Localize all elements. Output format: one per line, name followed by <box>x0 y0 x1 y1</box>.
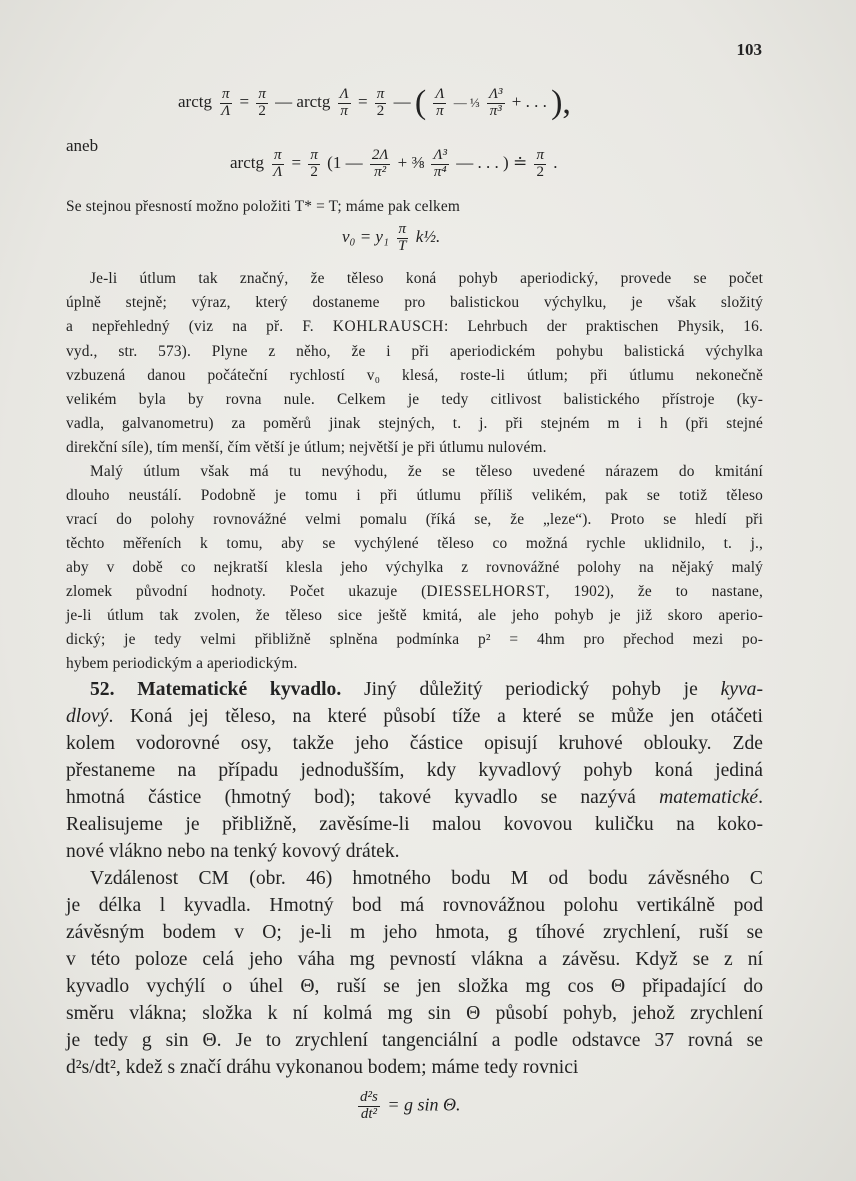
text-line: kyvadlo vychýlí o úhel Θ, ruší se jen složka mg cos Θ připadající do <box>66 976 763 997</box>
eq1-arctg: arctg <box>178 91 212 111</box>
text-line: velikém byla by rovna nule. Celkem je tedy citlivost balistického přístroje (ky- <box>66 391 763 408</box>
text-line: dlouho neustálí. Podobně je tomu i při útlumu příliš velikém, pak se totiž těleso <box>66 487 763 504</box>
equation-4: $\frac{\text{d²s}}{\text{dt²}}$ = g sin Θ. <box>360 1089 461 1122</box>
eq1-frac-2: $\frac{\pi}{2}$ <box>258 85 266 119</box>
text-line: směru vlákna; složka k ní kolmá mg sin Θ působí pohyb, jehož zrychlení <box>66 1003 763 1024</box>
page-number: 103 <box>736 40 762 59</box>
text-line: v této poloze celá jeho váha mg pevností vlákna a závěsu. Když se z ní <box>66 949 763 970</box>
text-line: vadla, galvanometru) za poměrů jinak stejných, t. j. při stejném m i h (při stejné <box>66 415 763 432</box>
section-heading-line: 52. Matematické kyvadlo. Jiný důležitý periodický pohyb je kyva- <box>90 679 763 700</box>
text-line: vzbuzená danou počáteční rychlostí v₀ klesá, roste-li útlum; při útlumu nekonečně <box>66 367 763 384</box>
text-line: dický; je tedy velmi přibližně splněna podmínka p² = 4hm pro přechod mezi po- <box>66 631 763 648</box>
text-line: aby v době co nejkratší klesla jeho výchylka z rovnovážné polohy na nějaký malý <box>66 559 763 576</box>
aneb-label: aneb <box>66 136 99 155</box>
text-line: je tedy g sin Θ. Je to zrychlení tangenciální a podle odstavce 37 rovná se <box>66 1030 763 1051</box>
equation-2: arctg $\frac{\pi}{\Lambda}$ = $\frac{\pi}{2}$ (1 — $\frac{2\Lambda}{\text{π²}}$ + ⅜ $\frac{\text{Λ³}}{\text{π⁴}}$ — . . . ) ≐ $\frac{\pi}{2}$ . <box>230 147 558 180</box>
text-line: hmotná částice (hmotný bod); takové kyvadlo se nazývá matematické. <box>66 787 763 808</box>
text-line: těchto měřeních k tomu, aby se vychýlené těleso co možná rychle uklidnilo, t. j., <box>66 535 763 552</box>
text-line: hybem periodickým a aperiodickým. <box>66 655 298 672</box>
equation-1: arctg $\frac{\pi}{\Lambda}$ = $\frac{\pi}{2}$ — arctg $\frac{\Lambda}{\pi}$ = $\frac{\pi}{2}$ — ( $\frac{\Lambda}{\pi}$ — ⅓ $\frac{\text{Λ³}}{\text{π³}}$ + . . . ), <box>178 84 571 121</box>
text-line: přestaneme na případu jednodušším, kdy kyvadlový pohyb koná jediná <box>66 760 763 781</box>
text-line: Realisujeme je přibližně, zavěsíme-li malou kovovou kuličku na koko- <box>66 814 763 835</box>
text-line: a nepřehledný (viz na př. F. KOHLRAUSCH: Lehrbuch der praktischen Physik, 16. <box>66 318 763 335</box>
eq1-frac-5: $\frac{\Lambda}{\pi}$ <box>435 85 445 119</box>
eq1-frac-4: $\frac{\pi}{2}$ <box>376 85 385 119</box>
text-line: závěsným bodem v O; je-li m jeho hmota, g tíhové zrychlení, ruší se <box>66 922 763 943</box>
text-line: úplně stejně; výraz, který dostaneme pro balistickou výchylku, je však složitý <box>66 294 763 311</box>
text-line: kolem vodorovné osy, takže jeho částice opisují kruhové oblouky. Zde <box>66 733 763 754</box>
text-line: d²s/dt², kdež s značí dráhu vykonanou bodem; máme tedy rovnici <box>66 1057 579 1078</box>
text-line: je délka l kyvadla. Hmotný bod má rovnovážnou polohu vertikálně pod <box>66 895 763 916</box>
text-line: vyd., str. 573). Plyne z něho, že i při aperiodickém pohybu balistická výchylka <box>66 343 763 360</box>
eq1-frac-6: $\frac{\text{Λ³}}{\text{π³}}$ <box>488 85 503 119</box>
text-line: Je-li útlum tak značný, že těleso koná pohyb aperiodický, provede se počet <box>90 270 763 287</box>
text-line: vrací do polohy rovnovážné velmi pomalu (říká se, že „leze“). Proto se hledí při <box>66 511 763 528</box>
text-line: dlový. Koná jej těleso, na které působí tíže a které se může jen otáčeti <box>66 706 763 727</box>
text-line: zlomek původní hodnoty. Počet ukazuje (DIESSELHORST, 1902), že to nastane, <box>66 583 763 600</box>
text-line: direkční síle), tím menší, čím větší je útlum; největší je při útlumu nulovém. <box>66 439 547 456</box>
eq1-frac-1: $\frac{\pi}{\Lambda}$ <box>221 85 231 119</box>
section-heading: 52. Matematické kyvadlo. <box>90 679 342 700</box>
text-line: je-li útlum tak zvolen, že těleso sice ještě kmitá, ale jeho pohyb je již skoro aperio- <box>66 607 763 624</box>
text-line: Malý útlum však má tu nevýhodu, že se těleso uvedené nárazem do kmitání <box>90 463 763 480</box>
text-line: Vzdálenost CM (obr. 46) hmotného bodu M od bodu závěsného C <box>90 868 763 889</box>
text-line: Se stejnou přesností možno položiti T* = T; máme pak celkem <box>66 198 460 215</box>
eq1-frac-3: $\frac{\Lambda}{\pi}$ <box>339 85 349 119</box>
equation-3: v₀ = y₁ $\frac{\pi}{T}$ k½. <box>342 221 441 254</box>
text-line: nové vlákno nebo na tenký kovový drátek. <box>66 841 400 862</box>
